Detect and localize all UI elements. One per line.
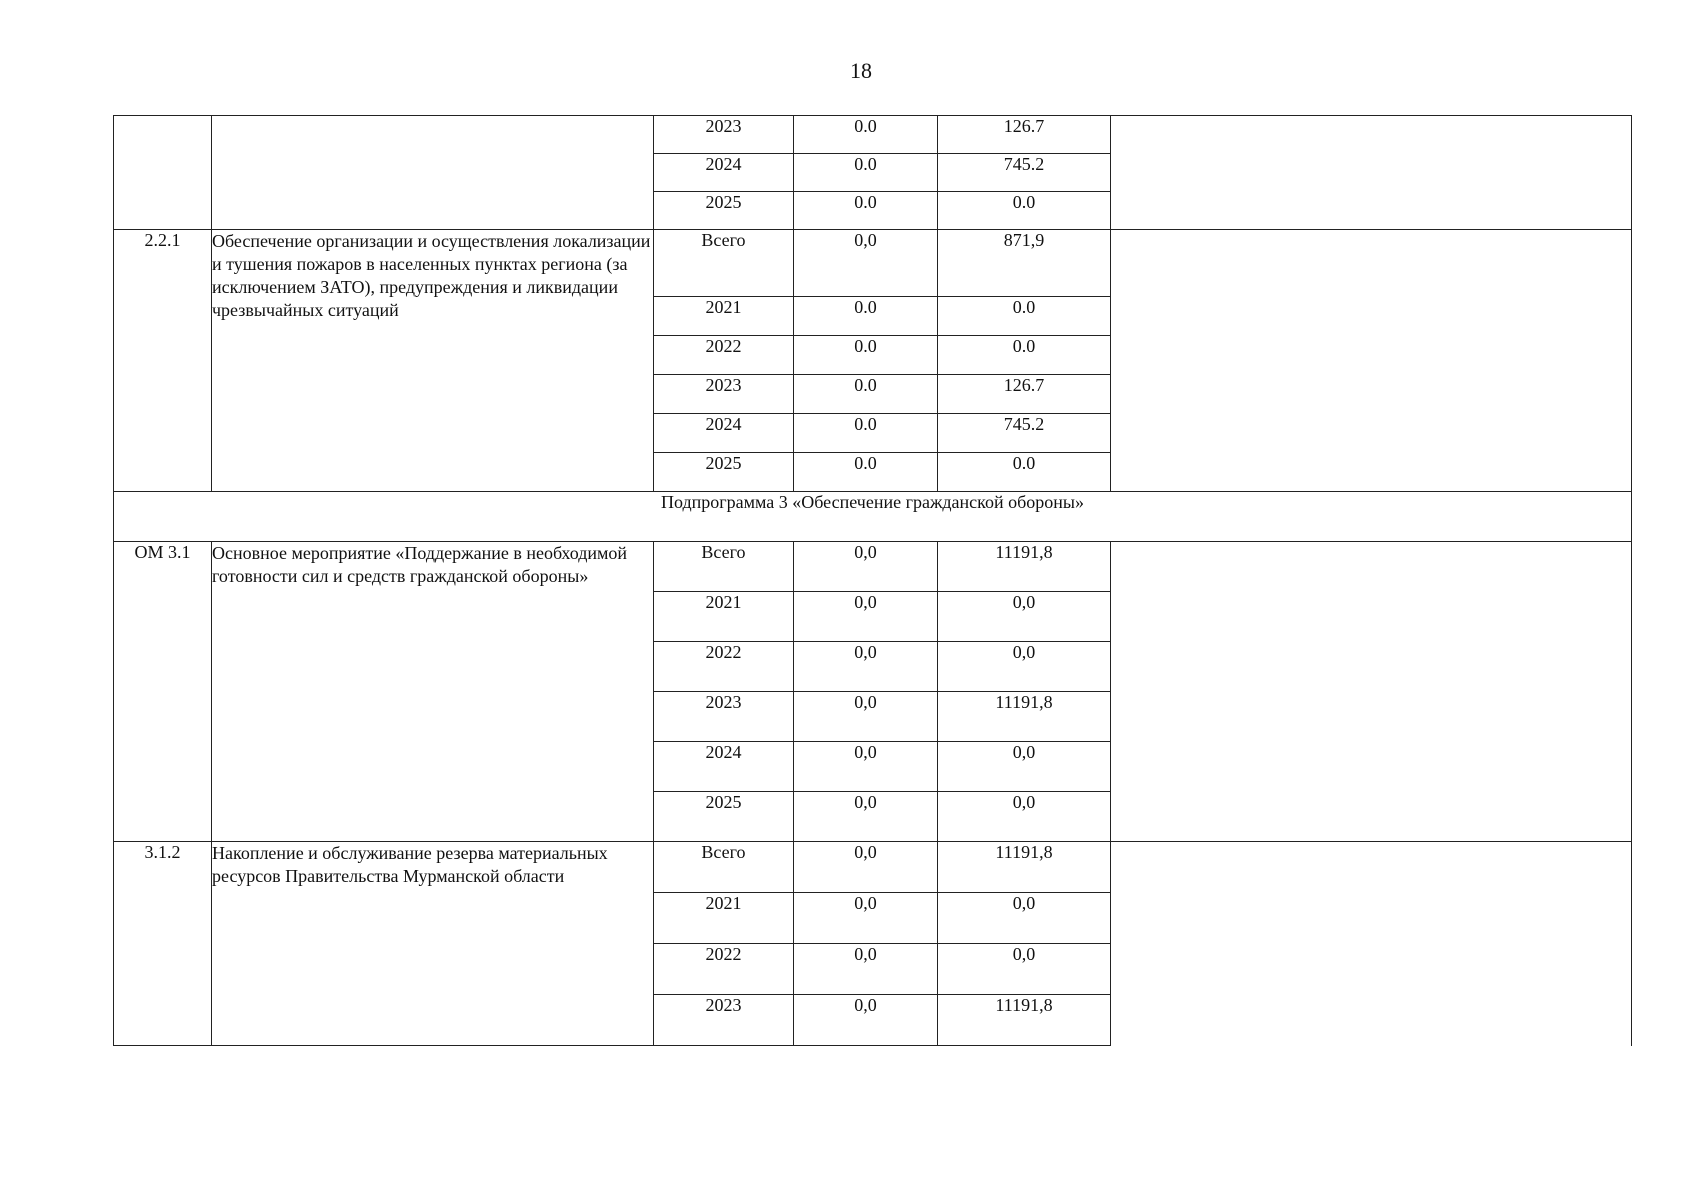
subprogram-title: Подпрограмма 3 «Обеспечение гражданской обороны» <box>114 492 1632 542</box>
value-cell: 0.0 <box>794 414 938 453</box>
value-cell: 0,0 <box>794 592 938 642</box>
value-cell: 0.0 <box>938 336 1111 375</box>
value-cell: 0.0 <box>794 375 938 414</box>
value-cell: 0,0 <box>794 642 938 692</box>
year-cell: 2022 <box>654 944 794 995</box>
value-cell: 11191,8 <box>938 842 1111 893</box>
year-cell: 2025 <box>654 192 794 230</box>
value-cell: 0.0 <box>938 192 1111 230</box>
value-cell: 0.0 <box>794 154 938 192</box>
value-cell: 11191,8 <box>938 542 1111 592</box>
value-cell: 0.0 <box>938 453 1111 492</box>
note-cell <box>1111 542 1632 842</box>
value-cell: 745.2 <box>938 154 1111 192</box>
item-code: 2.2.1 <box>114 230 212 492</box>
value-cell: 0,0 <box>794 842 938 893</box>
item-title: Обеспечение организации и осуществления локализации и тушения пожаров в населенных пунктах региона (за исключением ЗАТО), предупреждения и ликвидации чрезвычайных ситуаций <box>212 230 654 492</box>
value-cell: 11191,8 <box>938 995 1111 1046</box>
value-cell: 0,0 <box>794 742 938 792</box>
value-cell: 0,0 <box>938 792 1111 842</box>
value-cell: 0,0 <box>938 893 1111 944</box>
table-row <box>114 116 1632 154</box>
year-cell: 2021 <box>654 592 794 642</box>
value-cell: 0,0 <box>938 592 1111 642</box>
total-label: Всего <box>654 230 794 297</box>
item-title: Накопление и обслуживание резерва материальных ресурсов Правительства Мурманской области <box>212 842 654 1046</box>
note-cell <box>1111 842 1632 1046</box>
year-cell: 2021 <box>654 297 794 336</box>
table-row <box>114 542 1632 592</box>
year-cell: 2022 <box>654 642 794 692</box>
value-cell: 0,0 <box>794 230 938 297</box>
total-label: Всего <box>654 842 794 893</box>
value-cell: 0.0 <box>794 116 938 154</box>
value-cell: 871,9 <box>938 230 1111 297</box>
note-cell <box>1111 116 1632 230</box>
total-label: Всего <box>654 542 794 592</box>
item-title: Основное мероприятие «Поддержание в необходимой готовности сил и средств гражданской обороны» <box>212 542 654 842</box>
year-cell: 2024 <box>654 414 794 453</box>
table-row <box>114 230 1632 297</box>
note-cell <box>1111 230 1632 492</box>
value-cell: 126.7 <box>938 116 1111 154</box>
year-cell: 2023 <box>654 375 794 414</box>
value-cell: 0,0 <box>794 792 938 842</box>
year-cell: 2023 <box>654 995 794 1046</box>
value-cell: 0.0 <box>794 336 938 375</box>
value-cell: 0,0 <box>794 542 938 592</box>
value-cell: 745.2 <box>938 414 1111 453</box>
table-row <box>114 842 1632 893</box>
page-number: 18 <box>850 58 872 83</box>
value-cell: 0,0 <box>794 944 938 995</box>
year-cell: 2025 <box>654 792 794 842</box>
value-cell: 0,0 <box>938 742 1111 792</box>
year-cell: 2022 <box>654 336 794 375</box>
code-cell <box>114 116 212 230</box>
value-cell: 0,0 <box>794 995 938 1046</box>
item-code: 3.1.2 <box>114 842 212 1046</box>
program-table <box>113 115 1632 1046</box>
year-cell: 2024 <box>654 154 794 192</box>
value-cell: 0.0 <box>794 192 938 230</box>
year-cell: 2024 <box>654 742 794 792</box>
table-row <box>114 492 1632 542</box>
value-cell: 0.0 <box>794 297 938 336</box>
value-cell: 0,0 <box>938 944 1111 995</box>
year-cell: 2021 <box>654 893 794 944</box>
value-cell: 0,0 <box>794 692 938 742</box>
value-cell: 0,0 <box>938 642 1111 692</box>
description-cell <box>212 116 654 230</box>
value-cell: 0.0 <box>938 297 1111 336</box>
year-cell: 2023 <box>654 116 794 154</box>
item-code: ОМ 3.1 <box>114 542 212 842</box>
year-cell: 2025 <box>654 453 794 492</box>
value-cell: 0.0 <box>794 453 938 492</box>
value-cell: 11191,8 <box>938 692 1111 742</box>
value-cell: 126.7 <box>938 375 1111 414</box>
year-cell: 2023 <box>654 692 794 742</box>
value-cell: 0,0 <box>794 893 938 944</box>
